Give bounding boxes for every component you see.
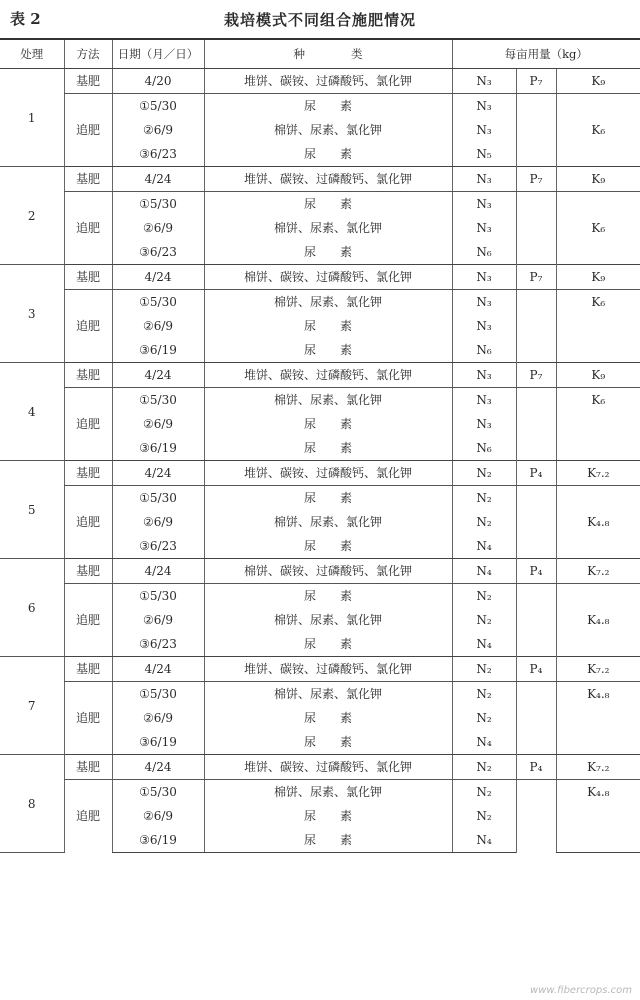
- header-type: 种 类: [204, 39, 452, 69]
- nitrogen-cell: N₂: [452, 780, 516, 805]
- date-cell: ①5/30: [112, 94, 204, 119]
- method-cell: 基肥: [64, 559, 112, 584]
- date-cell: ②6/9: [112, 314, 204, 338]
- treatment-id: 1: [0, 69, 64, 167]
- potassium-cell: K₇.₂: [556, 657, 640, 682]
- date-cell: ①5/30: [112, 388, 204, 413]
- date-cell: ②6/9: [112, 608, 204, 632]
- fertilizer-type-cell: 尿 素: [204, 94, 452, 119]
- header-method: 方法: [64, 39, 112, 69]
- potassium-cell: [556, 804, 640, 828]
- phosphorus-cell: [516, 780, 556, 853]
- method-cell: 基肥: [64, 69, 112, 94]
- date-cell: ③6/19: [112, 730, 204, 755]
- phosphorus-cell: [516, 192, 556, 265]
- date-cell: ③6/19: [112, 436, 204, 461]
- date-cell: 4/20: [112, 69, 204, 94]
- potassium-cell: K₉: [556, 167, 640, 192]
- phosphorus-cell: P₇: [516, 167, 556, 192]
- potassium-cell: K₉: [556, 363, 640, 388]
- table-row: [0, 780, 640, 805]
- fertilizer-type-cell: 尿 素: [204, 314, 452, 338]
- method-cell: 基肥: [64, 363, 112, 388]
- phosphorus-cell: P₇: [516, 363, 556, 388]
- header-date: 日期（月／日）: [112, 39, 204, 69]
- fertilizer-type-cell: 尿 素: [204, 436, 452, 461]
- phosphorus-cell: P₄: [516, 657, 556, 682]
- potassium-cell: K₆: [556, 388, 640, 413]
- date-cell: ③6/23: [112, 142, 204, 167]
- nitrogen-cell: N₂: [452, 706, 516, 730]
- method-cell: 追肥: [64, 388, 112, 461]
- nitrogen-cell: N₂: [452, 510, 516, 534]
- fertilizer-type-cell: 棉饼、碳铵、过磷酸钙、氯化钾: [204, 265, 452, 290]
- table-row: [0, 584, 640, 609]
- table-header-row: [0, 39, 640, 69]
- treatment-id: 7: [0, 657, 64, 755]
- table-title: 栽培模式不同组合施肥情况: [223, 11, 416, 29]
- fertilizer-type-cell: 棉饼、尿素、氯化钾: [204, 780, 452, 805]
- fertilizer-type-cell: 堆饼、碳铵、过磷酸钙、氯化钾: [204, 167, 452, 192]
- potassium-cell: [556, 338, 640, 363]
- fertilizer-type-cell: 尿 素: [204, 338, 452, 363]
- method-cell: 追肥: [64, 290, 112, 363]
- nitrogen-cell: N₃: [452, 69, 516, 94]
- date-cell: ①5/30: [112, 584, 204, 609]
- table-row: [0, 167, 640, 192]
- method-cell: 追肥: [64, 584, 112, 657]
- table-row: [0, 682, 640, 707]
- fertilization-table: [0, 38, 640, 853]
- method-cell: 基肥: [64, 167, 112, 192]
- table-row: [0, 192, 640, 217]
- header-treatment: 处理: [0, 39, 64, 69]
- table-row: [0, 265, 640, 290]
- potassium-cell: [556, 730, 640, 755]
- nitrogen-cell: N₃: [452, 314, 516, 338]
- potassium-cell: K₄.₈: [556, 780, 640, 805]
- fertilizer-type-cell: 尿 素: [204, 730, 452, 755]
- method-cell: 基肥: [64, 657, 112, 682]
- date-cell: ③6/23: [112, 534, 204, 559]
- date-cell: 4/24: [112, 167, 204, 192]
- nitrogen-cell: N₃: [452, 94, 516, 119]
- potassium-cell: K₄.₈: [556, 682, 640, 707]
- fertilizer-type-cell: 堆饼、碳铵、过磷酸钙、氯化钾: [204, 363, 452, 388]
- nitrogen-cell: N₃: [452, 290, 516, 315]
- fertilizer-type-cell: 棉饼、尿素、氯化钾: [204, 388, 452, 413]
- table-row: [0, 657, 640, 682]
- treatment-id: 2: [0, 167, 64, 265]
- treatment-id: 5: [0, 461, 64, 559]
- date-cell: 4/24: [112, 559, 204, 584]
- date-cell: ①5/30: [112, 780, 204, 805]
- fertilizer-type-cell: 棉饼、尿素、氯化钾: [204, 216, 452, 240]
- fertilizer-type-cell: 尿 素: [204, 486, 452, 511]
- fertilizer-type-cell: 尿 素: [204, 804, 452, 828]
- potassium-cell: [556, 314, 640, 338]
- nitrogen-cell: N₄: [452, 632, 516, 657]
- date-cell: 4/24: [112, 461, 204, 486]
- fertilizer-type-cell: 尿 素: [204, 412, 452, 436]
- method-cell: 追肥: [64, 94, 112, 167]
- potassium-cell: K₇.₂: [556, 755, 640, 780]
- phosphorus-cell: [516, 94, 556, 167]
- date-cell: ③6/23: [112, 632, 204, 657]
- date-cell: ②6/9: [112, 216, 204, 240]
- fertilizer-type-cell: 堆饼、碳铵、过磷酸钙、氯化钾: [204, 657, 452, 682]
- date-cell: ②6/9: [112, 118, 204, 142]
- table-row: [0, 486, 640, 511]
- fertilizer-type-cell: 尿 素: [204, 240, 452, 265]
- phosphorus-cell: [516, 486, 556, 559]
- fertilizer-type-cell: 堆饼、碳铵、过磷酸钙、氯化钾: [204, 755, 452, 780]
- fertilizer-type-cell: 尿 素: [204, 584, 452, 609]
- header-dosage: 每亩用量（kg）: [452, 39, 640, 69]
- phosphorus-cell: [516, 584, 556, 657]
- phosphorus-cell: P₄: [516, 755, 556, 780]
- date-cell: ②6/9: [112, 412, 204, 436]
- table-row: [0, 290, 640, 315]
- date-cell: 4/24: [112, 755, 204, 780]
- nitrogen-cell: N₃: [452, 388, 516, 413]
- date-cell: ①5/30: [112, 192, 204, 217]
- watermark: www.fibercrops.com: [530, 985, 632, 996]
- table-row: [0, 69, 640, 94]
- date-cell: 4/24: [112, 265, 204, 290]
- fertilizer-type-cell: 堆饼、碳铵、过磷酸钙、氯化钾: [204, 461, 452, 486]
- fertilizer-type-cell: 尿 素: [204, 828, 452, 853]
- table-row: [0, 94, 640, 119]
- table-row: [0, 388, 640, 413]
- fertilizer-type-cell: 棉饼、碳铵、过磷酸钙、氯化钾: [204, 559, 452, 584]
- nitrogen-cell: N₆: [452, 338, 516, 363]
- potassium-cell: K₇.₂: [556, 461, 640, 486]
- potassium-cell: K₆: [556, 290, 640, 315]
- table-row: [0, 559, 640, 584]
- date-cell: ②6/9: [112, 510, 204, 534]
- phosphorus-cell: [516, 290, 556, 363]
- table-row: [0, 363, 640, 388]
- method-cell: 基肥: [64, 265, 112, 290]
- nitrogen-cell: N₃: [452, 118, 516, 142]
- potassium-cell: [556, 828, 640, 853]
- date-cell: ①5/30: [112, 682, 204, 707]
- date-cell: ①5/30: [112, 290, 204, 315]
- potassium-cell: K₄.₈: [556, 486, 640, 559]
- phosphorus-cell: P₇: [516, 265, 556, 290]
- treatment-id: 6: [0, 559, 64, 657]
- nitrogen-cell: N₃: [452, 412, 516, 436]
- treatment-id: 3: [0, 265, 64, 363]
- method-cell: 基肥: [64, 461, 112, 486]
- fertilizer-type-cell: 堆饼、碳铵、过磷酸钙、氯化钾: [204, 69, 452, 94]
- potassium-cell: K₉: [556, 265, 640, 290]
- fertilizer-type-cell: 尿 素: [204, 534, 452, 559]
- nitrogen-cell: N₃: [452, 167, 516, 192]
- nitrogen-cell: N₃: [452, 265, 516, 290]
- nitrogen-cell: N₂: [452, 682, 516, 707]
- nitrogen-cell: N₆: [452, 240, 516, 265]
- nitrogen-cell: N₃: [452, 192, 516, 217]
- potassium-cell: K₉: [556, 69, 640, 94]
- table-body: [0, 69, 640, 853]
- phosphorus-cell: P₄: [516, 559, 556, 584]
- fertilizer-type-cell: 尿 素: [204, 632, 452, 657]
- phosphorus-cell: [516, 682, 556, 755]
- method-cell: 追肥: [64, 192, 112, 265]
- date-cell: ③6/19: [112, 338, 204, 363]
- fertilizer-type-cell: 棉饼、尿素、氯化钾: [204, 118, 452, 142]
- table-row: [0, 755, 640, 780]
- potassium-cell: K₇.₂: [556, 559, 640, 584]
- fertilizer-type-cell: 棉饼、尿素、氯化钾: [204, 608, 452, 632]
- fertilizer-type-cell: 棉饼、尿素、氯化钾: [204, 290, 452, 315]
- nitrogen-cell: N₂: [452, 584, 516, 609]
- fertilizer-type-cell: 棉饼、尿素、氯化钾: [204, 510, 452, 534]
- nitrogen-cell: N₂: [452, 657, 516, 682]
- nitrogen-cell: N₂: [452, 486, 516, 511]
- nitrogen-cell: N₄: [452, 730, 516, 755]
- fertilizer-type-cell: 棉饼、尿素、氯化钾: [204, 682, 452, 707]
- method-cell: 追肥: [64, 486, 112, 559]
- method-cell: 基肥: [64, 755, 112, 780]
- table-label: 表 2: [10, 10, 41, 28]
- potassium-cell: [556, 412, 640, 436]
- nitrogen-cell: N₃: [452, 363, 516, 388]
- fertilizer-type-cell: 尿 素: [204, 706, 452, 730]
- nitrogen-cell: N₂: [452, 804, 516, 828]
- nitrogen-cell: N₄: [452, 828, 516, 853]
- date-cell: ③6/23: [112, 240, 204, 265]
- potassium-cell: K₄.₈: [556, 584, 640, 657]
- fertilizer-type-cell: 尿 素: [204, 142, 452, 167]
- date-cell: 4/24: [112, 363, 204, 388]
- nitrogen-cell: N₂: [452, 755, 516, 780]
- nitrogen-cell: N₄: [452, 559, 516, 584]
- method-cell: 追肥: [64, 780, 112, 853]
- phosphorus-cell: P₇: [516, 69, 556, 94]
- date-cell: ②6/9: [112, 804, 204, 828]
- phosphorus-cell: [516, 388, 556, 461]
- method-cell: 追肥: [64, 682, 112, 755]
- date-cell: ①5/30: [112, 486, 204, 511]
- date-cell: ③6/19: [112, 828, 204, 853]
- nitrogen-cell: N₃: [452, 216, 516, 240]
- potassium-cell: K₆: [556, 94, 640, 167]
- nitrogen-cell: N₂: [452, 461, 516, 486]
- nitrogen-cell: N₅: [452, 142, 516, 167]
- nitrogen-cell: N₄: [452, 534, 516, 559]
- fertilizer-type-cell: 尿 素: [204, 192, 452, 217]
- potassium-cell: [556, 706, 640, 730]
- treatment-id: 4: [0, 363, 64, 461]
- nitrogen-cell: N₆: [452, 436, 516, 461]
- potassium-cell: [556, 436, 640, 461]
- nitrogen-cell: N₂: [452, 608, 516, 632]
- table-row: [0, 461, 640, 486]
- date-cell: 4/24: [112, 657, 204, 682]
- potassium-cell: K₆: [556, 192, 640, 265]
- date-cell: ②6/9: [112, 706, 204, 730]
- treatment-id: 8: [0, 755, 64, 853]
- phosphorus-cell: P₄: [516, 461, 556, 486]
